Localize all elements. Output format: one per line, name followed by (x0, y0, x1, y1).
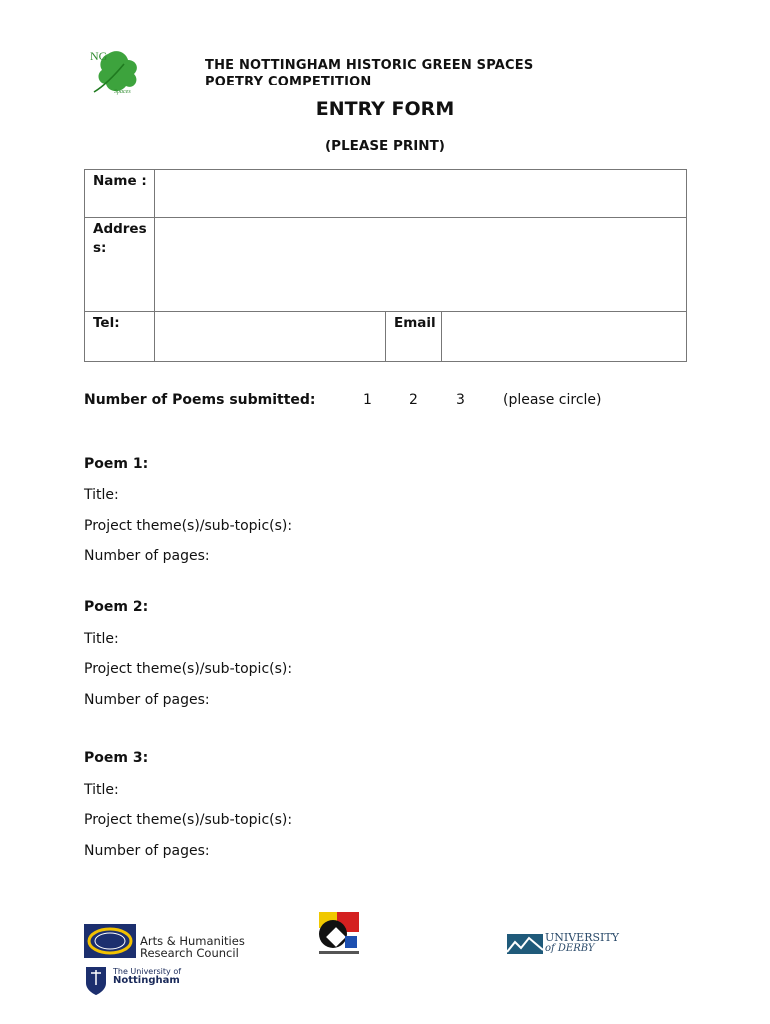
poem-3-heading: Poem 3: (84, 750, 149, 766)
ahrc-logo-text (140, 935, 245, 959)
page-subtitle: (PLEASE PRINT) (325, 138, 445, 154)
email-field[interactable] (442, 312, 687, 362)
logo-text: NG (90, 49, 108, 63)
name-label: Name : (85, 170, 155, 218)
poem-3-pages-label: Number of pages: (84, 843, 210, 859)
poem-3-theme-label: Project theme(s)/sub-topic(s): (84, 812, 293, 828)
poem-count-label: Number of Poems submitted: (84, 392, 316, 408)
uon-line-2: Nottingham (113, 975, 180, 986)
ahrc-logo-icon (84, 924, 136, 958)
email-label: Email (386, 312, 442, 362)
uon-logo-text (113, 967, 181, 985)
poem-1-heading: Poem 1: (84, 456, 149, 472)
page-title: ENTRY FORM (315, 98, 455, 120)
partner-art-logo-icon (317, 910, 361, 956)
tel-field[interactable] (155, 312, 386, 362)
poem-count-option-3[interactable]: 3 (456, 392, 465, 408)
name-field[interactable] (155, 170, 687, 218)
ahrc-line-2: Research Council (140, 946, 239, 960)
poem-3-title-label: Title: (84, 782, 119, 798)
ng-spaces-logo (86, 46, 142, 96)
derby-line-1: UNIVERSITY (545, 931, 619, 944)
poem-count-option-1[interactable]: 1 (363, 392, 372, 408)
header-line-1: THE NOTTINGHAM HISTORIC GREEN SPACES (205, 58, 534, 73)
address-label: Address: (85, 218, 155, 312)
derby-mountains-icon (507, 934, 543, 954)
tel-label: Tel: (85, 312, 155, 362)
logo-subtext: Spaces (114, 89, 131, 95)
poem-2-pages-label: Number of pages: (84, 692, 210, 708)
poem-count-row (84, 392, 602, 408)
derby-line-2: of DERBY (545, 943, 595, 954)
poem-2-heading: Poem 2: (84, 599, 149, 615)
uon-crest-icon (84, 965, 108, 997)
poem-2-title-label: Title: (84, 631, 119, 647)
poem-count-hint: (please circle) (503, 392, 602, 408)
poem-1-pages-label: Number of pages: (84, 548, 210, 564)
poem-2-theme-label: Project theme(s)/sub-topic(s): (84, 661, 293, 677)
address-field[interactable] (155, 218, 687, 312)
poem-1-title-label: Title: (84, 487, 119, 503)
entry-details-table (84, 169, 687, 362)
competition-header (205, 57, 625, 85)
derby-logo-text (545, 933, 619, 954)
uon-line-1: The University of (113, 967, 182, 976)
header-line-2: POETRY COMPETITION (205, 75, 372, 85)
poem-1-theme-label: Project theme(s)/sub-topic(s): (84, 518, 293, 534)
poem-count-option-2[interactable]: 2 (409, 392, 418, 408)
ahrc-line-1: Arts & Humanities (140, 934, 245, 948)
